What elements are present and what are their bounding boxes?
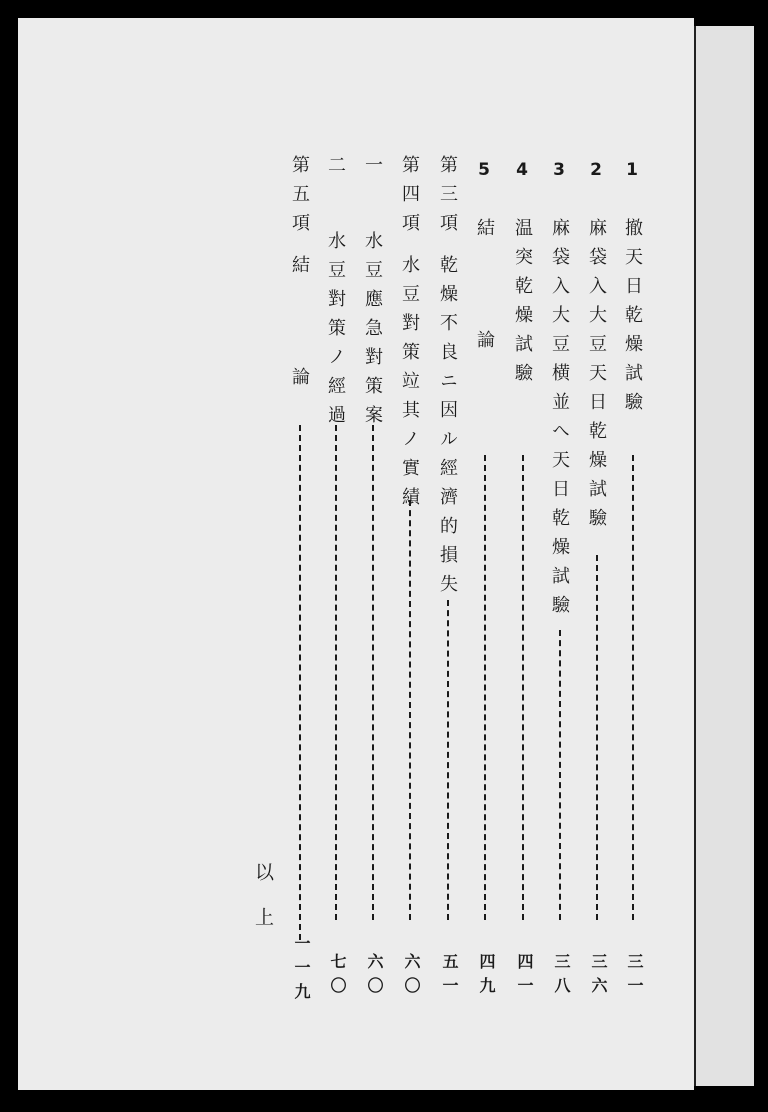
leader-dots (522, 455, 528, 920)
entry-title: 麻袋入大豆天日乾燥試驗 (586, 218, 607, 537)
subsection-title: 水豆對策ノ經過 (325, 231, 346, 434)
leader-dots (596, 555, 602, 920)
entry-page-number: 一一九 (292, 935, 311, 1007)
entry-number: 4 (516, 160, 528, 180)
leader-dots (372, 425, 378, 920)
leader-dots (484, 455, 490, 920)
leader-dots (447, 600, 453, 920)
toc-entry-4 (507, 155, 537, 392)
toc-section-3 (432, 155, 462, 603)
leader-dots (632, 455, 638, 920)
entry-page-number: 六〇 (365, 953, 384, 1001)
section-label: 第三項 (437, 155, 458, 242)
entry-page-number: 三一 (625, 953, 644, 1001)
leader-dots (409, 500, 415, 920)
toc-subsection-2 (320, 155, 350, 434)
entry-number: 3 (553, 160, 565, 180)
entry-number: 2 (590, 160, 602, 180)
subsection-label: 一 (362, 155, 383, 184)
toc-entry-3 (544, 155, 574, 624)
leader-dots (335, 425, 341, 920)
entry-number: 1 (626, 160, 638, 180)
toc-section-4 (394, 155, 424, 516)
entry-page-number: 三八 (552, 953, 571, 1001)
section-title: 水豆對策竝其ノ實績 (399, 255, 420, 516)
subsection-label: 二 (325, 155, 346, 184)
toc-entry-2 (581, 155, 611, 537)
toc-subsection-1 (357, 155, 387, 434)
entry-title: 麻袋入大豆横並へ天日乾燥試驗 (549, 218, 570, 624)
entry-page-number: 七〇 (328, 953, 347, 1001)
section-title: 乾燥不良ニ因ル經濟的損失 (437, 255, 458, 603)
entry-title: 結論 (474, 218, 495, 442)
entry-page-number: 四九 (477, 953, 496, 1001)
entry-page-number: 三六 (589, 953, 608, 1001)
toc-entry-1 (617, 155, 647, 421)
subsection-title: 水豆應急對策案 (362, 231, 383, 434)
entry-title: 温突乾燥試驗 (512, 218, 533, 392)
entry-number: 5 (478, 160, 490, 180)
section-label: 第四項 (399, 155, 420, 242)
adjacent-page-edge (694, 26, 754, 1086)
section-label: 第五項 (289, 155, 310, 242)
end-mark: 以上 (252, 862, 274, 952)
leader-dots (559, 630, 565, 920)
entry-page-number: 五一 (440, 953, 459, 1001)
entry-page-number: 四一 (515, 953, 534, 1001)
entry-page-number: 六〇 (402, 953, 421, 1001)
entry-title: 撤天日乾燥試驗 (622, 218, 643, 421)
toc-entry-5 (469, 155, 499, 442)
leader-dots (299, 425, 305, 940)
section-title: 結論 (289, 255, 310, 479)
